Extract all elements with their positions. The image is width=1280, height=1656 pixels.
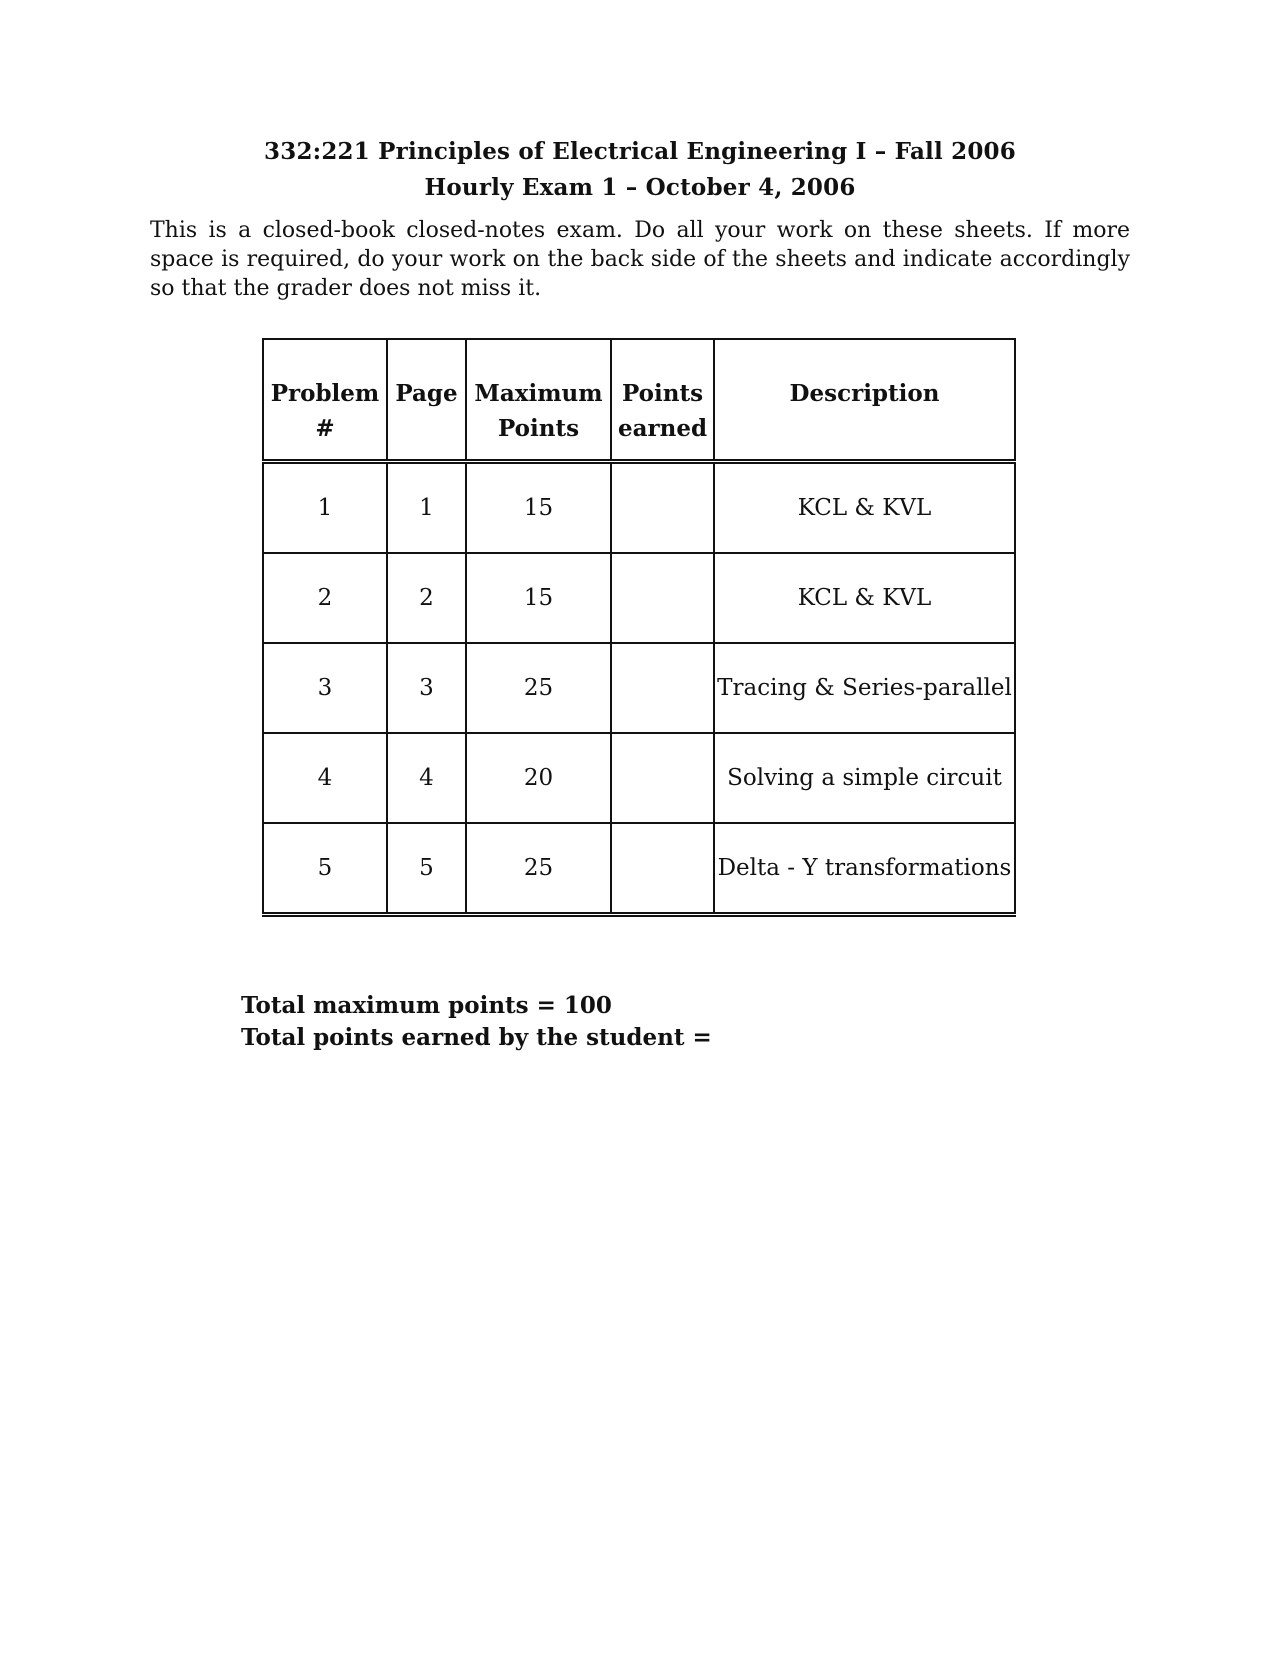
- cell-description: Solving a simple circuit: [714, 733, 1015, 823]
- cell-max-points: 20: [466, 733, 611, 823]
- header-problem-line1: Problem: [270, 380, 380, 407]
- header-page: [387, 339, 466, 461]
- cell-page: 3: [387, 643, 466, 733]
- cell-points-earned[interactable]: [611, 643, 714, 733]
- cell-page: 1: [387, 461, 466, 553]
- cell-page: 5: [387, 823, 466, 915]
- cell-page: 4: [387, 733, 466, 823]
- cell-max-points: 25: [466, 643, 611, 733]
- exam-instructions: This is a closed-book closed-notes exam. Do all your work on these sheets. If more space is required, do your work on the back side of the sheets and indicate accordingly so that the grader does not miss it.: [150, 218, 1130, 301]
- header-max-line2: Points: [497, 415, 580, 442]
- header-description: [714, 339, 1015, 461]
- cell-description: Tracing & Series-parallel: [714, 643, 1015, 733]
- header-max-line1: Maximum: [474, 380, 603, 407]
- header-earned-line2: earned: [617, 415, 708, 442]
- score-table: [262, 338, 1016, 917]
- cell-points-earned[interactable]: [611, 823, 714, 915]
- total-points-earned: Total points earned by the student =: [241, 1024, 712, 1051]
- cell-problem: 3: [263, 643, 387, 733]
- cell-points-earned[interactable]: [611, 733, 714, 823]
- header-points-earned: [611, 339, 714, 461]
- table-row: [263, 823, 1015, 915]
- cell-page: 2: [387, 553, 466, 643]
- table-row: [263, 733, 1015, 823]
- header-earned-line1: Points: [621, 380, 704, 407]
- header-description-label: Description: [789, 380, 940, 407]
- total-max-points: Total maximum points = 100: [241, 992, 612, 1019]
- header-maximum-points: [466, 339, 611, 461]
- cell-description: KCL & KVL: [714, 461, 1015, 553]
- cell-problem: 2: [263, 553, 387, 643]
- course-title: 332:221 Principles of Electrical Engineering I – Fall 2006: [264, 138, 1016, 165]
- header-problem-line2: #: [315, 415, 335, 442]
- cell-description: Delta - Y transformations: [714, 823, 1015, 915]
- cell-points-earned[interactable]: [611, 461, 714, 553]
- cell-description: KCL & KVL: [714, 553, 1015, 643]
- cell-problem: 1: [263, 461, 387, 553]
- header-page-label: Page: [395, 380, 458, 407]
- cell-max-points: 15: [466, 553, 611, 643]
- table-row: [263, 553, 1015, 643]
- table-row: [263, 461, 1015, 553]
- cell-points-earned[interactable]: [611, 553, 714, 643]
- totals-block: [241, 990, 712, 1054]
- cell-max-points: 25: [466, 823, 611, 915]
- header-problem: [263, 339, 387, 461]
- cell-problem: 4: [263, 733, 387, 823]
- exam-title: Hourly Exam 1 – October 4, 2006: [424, 174, 856, 201]
- cell-problem: 5: [263, 823, 387, 915]
- table-header-row: [263, 339, 1015, 461]
- table-row: [263, 643, 1015, 733]
- cell-max-points: 15: [466, 461, 611, 553]
